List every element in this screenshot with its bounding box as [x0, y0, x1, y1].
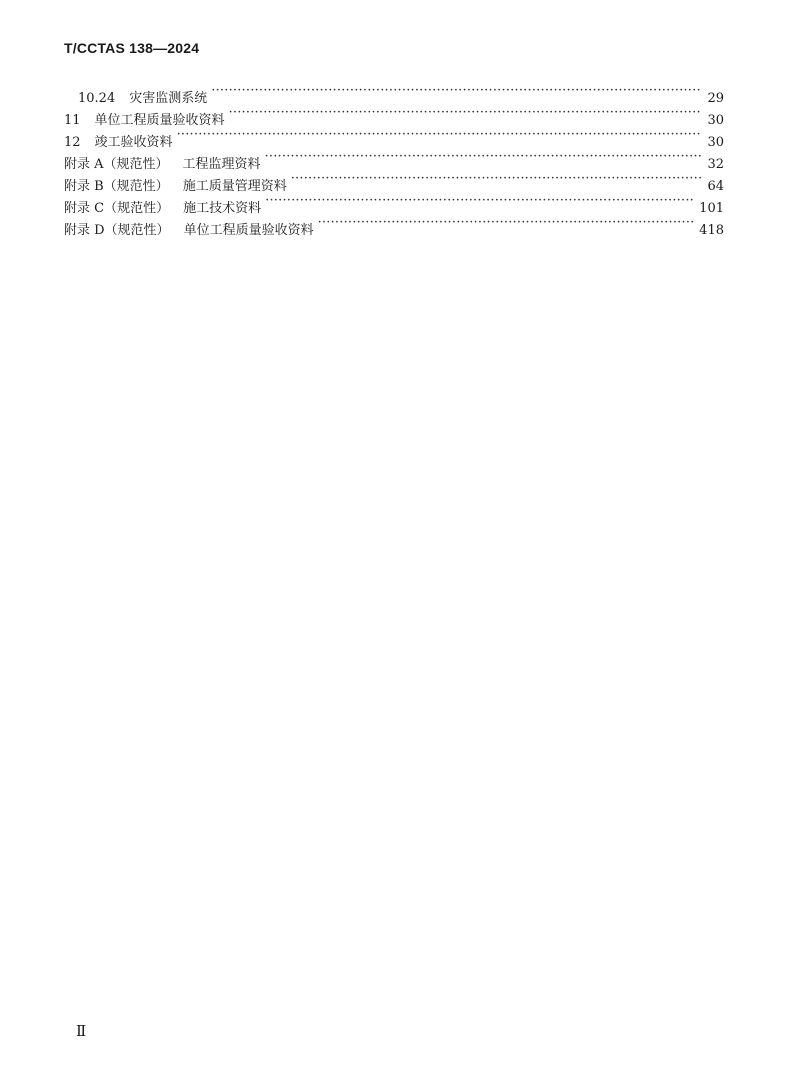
toc-entry-title: 竣工验收资料 — [94, 135, 173, 150]
toc-leader-dots — [211, 80, 702, 102]
toc-entry-number: 附录 A（规范性） — [64, 157, 169, 172]
toc-leader-dots — [318, 212, 696, 234]
toc-entry-number: 12 — [64, 135, 81, 150]
toc-entry-page: 64 — [707, 179, 724, 194]
toc-leader-dots — [229, 102, 702, 124]
toc-entry-title: 单位工程质量验收资料 — [183, 223, 314, 238]
toc-entry-number: 10.24 — [78, 91, 116, 106]
standard-code-header: T/CCTAS 138—2024 — [64, 40, 200, 56]
toc-leader-dots — [265, 146, 702, 168]
toc-entry-title: 施工技术资料 — [183, 201, 262, 216]
toc-entry-page: 29 — [707, 91, 724, 106]
toc-entry-title: 灾害监测系统 — [129, 91, 208, 106]
toc-entry-number: 附录 D（规范性） — [64, 223, 170, 238]
toc-entry-page: 418 — [699, 223, 724, 238]
toc-entry-number: 附录 B（规范性） — [64, 179, 169, 194]
table-of-contents — [64, 80, 724, 238]
toc-entry-page: 101 — [699, 201, 724, 216]
toc-entry-page: 30 — [707, 135, 724, 150]
page-number: Ⅱ — [76, 1022, 87, 1040]
toc-entry-title: 施工质量管理资料 — [182, 179, 287, 194]
toc-entry-number: 11 — [64, 113, 81, 128]
toc-leader-dots — [265, 190, 695, 212]
toc-entry-title: 单位工程质量验收资料 — [94, 113, 225, 128]
toc-entry-title: 工程监理资料 — [182, 157, 261, 172]
toc-entry-page: 30 — [707, 113, 724, 128]
toc-leader-dots — [291, 168, 702, 190]
toc-leader-dots — [177, 124, 702, 146]
toc-entry-10-24[interactable] — [64, 80, 724, 106]
toc-entry-number: 附录 C（规范性） — [64, 201, 170, 216]
toc-entry-page: 32 — [707, 157, 724, 172]
